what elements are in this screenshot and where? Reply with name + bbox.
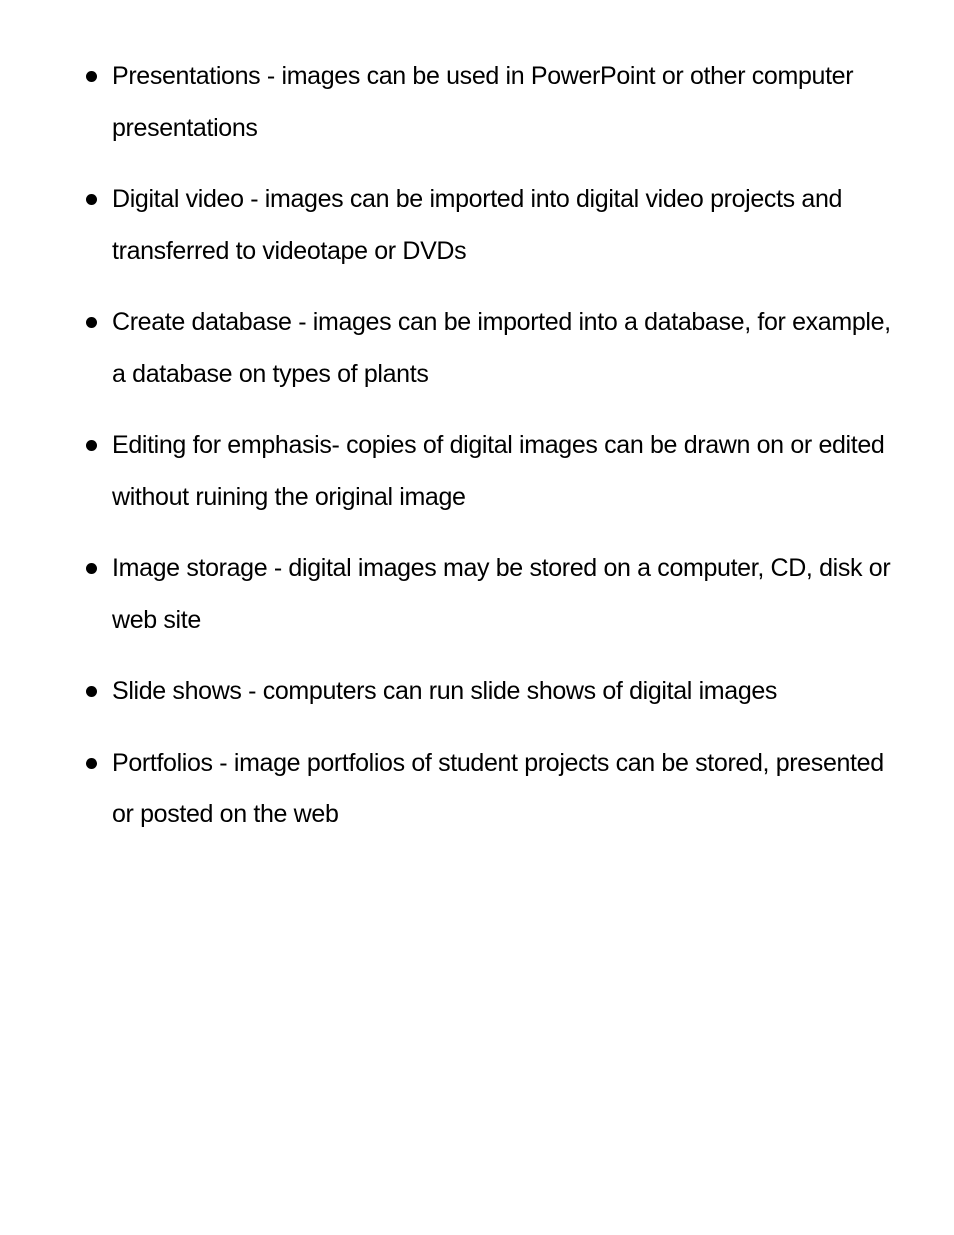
list-item <box>0 543 954 646</box>
list-item <box>0 174 954 277</box>
bullet-icon <box>86 440 97 451</box>
list-item-text: Image storage - digital images may be stored on a computer, CD, disk or web site <box>112 554 891 634</box>
bullet-icon <box>86 686 97 697</box>
bullet-icon <box>86 563 97 574</box>
list-item-text: Editing for emphasis- copies of digital images can be drawn on or edited without ruining the original image <box>112 431 885 511</box>
bullet-list <box>0 51 954 861</box>
list-item <box>0 420 954 523</box>
list-item <box>0 666 954 718</box>
list-item-text: Create database - images can be imported into a database, for example, a database on types of plants <box>112 308 891 388</box>
list-item <box>0 297 954 400</box>
list-item-text: Presentations - images can be used in PowerPoint or other computer presentations <box>112 62 854 142</box>
list-item <box>0 738 954 841</box>
list-item-text: Portfolios - image portfolios of student projects can be stored, presented or posted on the web <box>112 748 884 828</box>
list-item-text: Digital video - images can be imported into digital video projects and transferred to videotape or DVDs <box>112 185 843 265</box>
bullet-icon <box>86 758 97 769</box>
bullet-icon <box>86 317 97 328</box>
bullet-icon <box>86 71 97 82</box>
bullet-icon <box>86 194 97 205</box>
list-item <box>0 51 954 154</box>
list-item-text: Slide shows - computers can run slide shows of digital images <box>112 677 778 705</box>
